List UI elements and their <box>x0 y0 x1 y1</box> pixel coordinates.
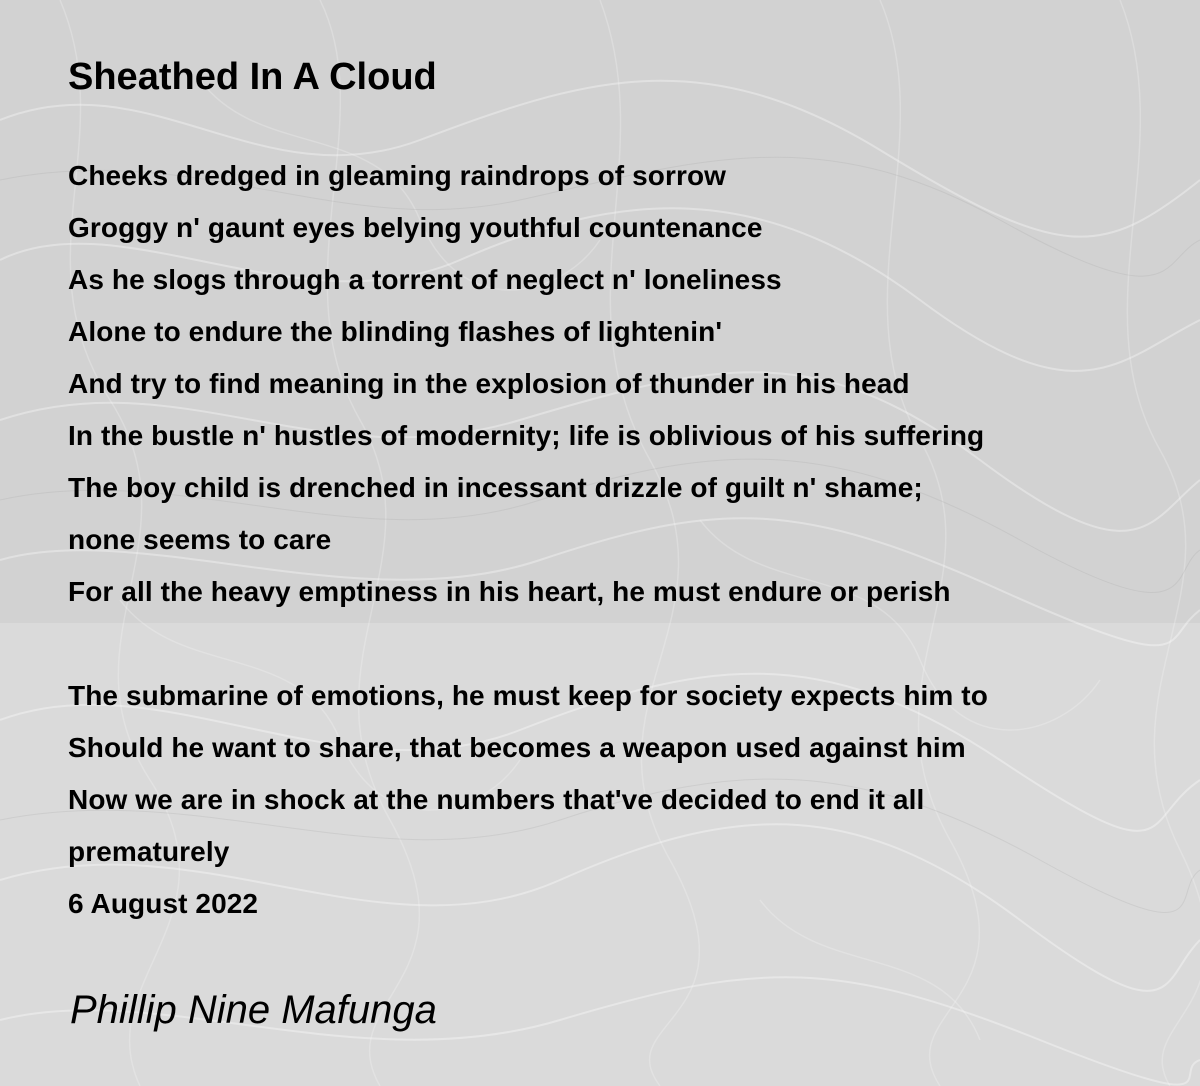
poem-line: And try to find meaning in the explosion of thunder in his head <box>68 368 910 399</box>
poem-line: As he slogs through a torrent of neglect n' loneliness <box>68 264 782 295</box>
poem-line: Should he want to share, that becomes a weapon used against him <box>68 732 966 763</box>
poem-line: The boy child is drenched in incessant drizzle of guilt n' shame; <box>68 472 923 503</box>
stanza-2 <box>68 670 988 930</box>
poem-line: none seems to care <box>68 524 332 555</box>
poem-content <box>68 0 1188 1086</box>
poem-line: Groggy n' gaunt eyes belying youthful countenance <box>68 212 763 243</box>
poem-date: 6 August 2022 <box>68 888 259 919</box>
poem-line: prematurely <box>68 836 230 867</box>
poem-line: In the bustle n' hustles of modernity; life is oblivious of his suffering <box>68 420 985 451</box>
poem-line: Now we are in shock at the numbers that've decided to end it all <box>68 784 925 815</box>
poem-title: Sheathed In A Cloud <box>68 56 437 98</box>
poem-line: Cheeks dredged in gleaming raindrops of sorrow <box>68 160 727 191</box>
poem-line: For all the heavy emptiness in his heart, he must endure or perish <box>68 576 951 607</box>
poem-line: The submarine of emotions, he must keep for society expects him to <box>68 680 988 711</box>
stanza-1 <box>68 150 984 618</box>
poem-line: Alone to endure the blinding flashes of lightenin' <box>68 316 723 347</box>
poem-author: Phillip Nine Mafunga <box>70 988 437 1032</box>
